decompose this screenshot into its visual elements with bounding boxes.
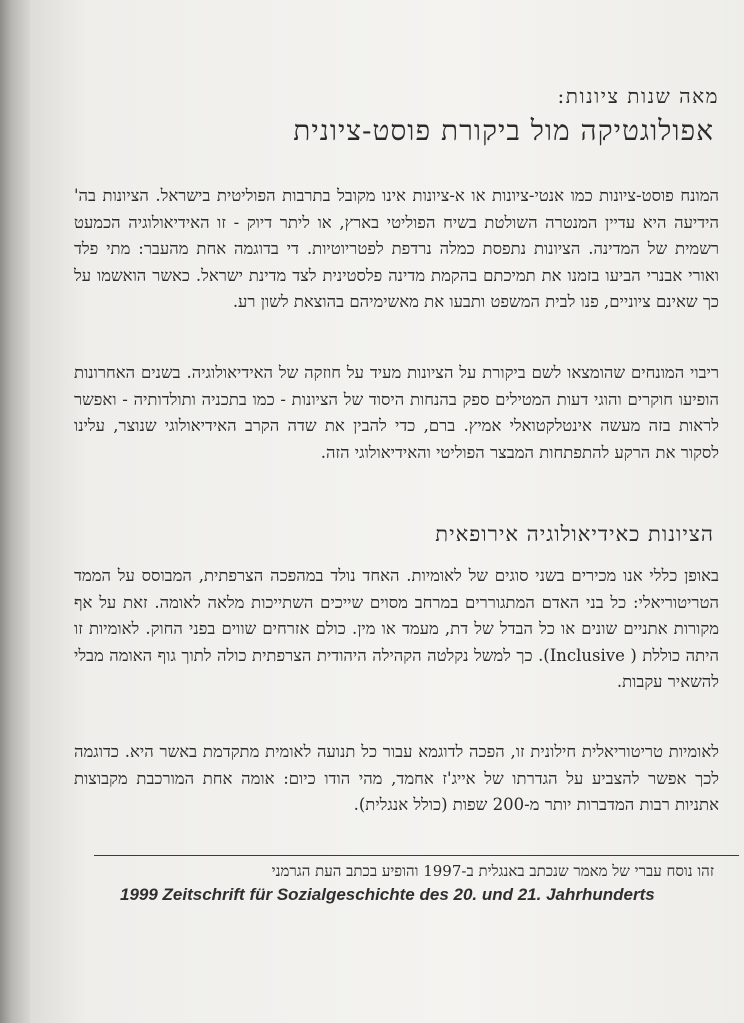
book-page [30, 0, 744, 1023]
series-title: מאה שנות ציונות: [557, 84, 719, 108]
footnote-divider [94, 855, 739, 856]
book-spine-shadow [0, 0, 30, 1023]
footnote-hebrew: זהו נוסח עברי של מאמר שנכתב באנגלית ב-1997 והופיע בכתב העת הגרמני [271, 862, 714, 880]
section-heading: הציונות כאידיאולוגיה אירופאית [435, 522, 714, 546]
chapter-title: אפולוגטיקה מול ביקורת פוסט-ציונית [293, 114, 714, 147]
body-paragraph: לאומיות טריטוריאלית חילונית זו, הפכה לדוגמא עבור כל תנועה לאומית מתקדמת באשר היא. כדוגמה לכך אפשר להצביע על הגדרתו של אייג'ז אחמד, מהי הודו כיום: אומה אחת המורכבת מקבוצות אתניות רבות המדברות יותר מ-200 שפות (כולל אנגלית). [74, 742, 719, 814]
body-paragraph: באופן כללי אנו מכירים בשני סוגים של לאומיות. האחד נולד במהפכה הצרפתית, המבוסס על הממד הטריטוריאלי: כל בני האדם המתגוררים במרחב מסוים שייכים השתייכות מלאה לאומה. זאת על אף מקורות אתניים שונים או כל הבדל של דת, מעמד או מין. כולם אזרחים שווים בפני החוק. לאומיות זו היתה כוללת ( Inclusive). כך למשל נקלטה הקהילה היהודית הצרפתית כולה לתוך גוף האומה מבלי להשאיר עקבות. [74, 566, 719, 691]
body-paragraph: המונח פוסט-ציונות כמו אנטי-ציונות או א-ציונות אינו מקובל בתרבות הפוליטית בישראל. הציונות בה' הידיעה היא עדיין המנטרה השולטת בשיח הפוליטי בארץ, או ליתר דיוק - זו האידיאולוגיה הכמעט רשמית של המדינה. הציונות נתפסת כמלה נרדפת לפטריוטיות. די בדוגמה אחת מהעבר: מתי פלד ואורי אבנרי הביעו בזמנו את תמיכתם בהקמת מדינה פלסטינית לצד מדינת ישראל. כאשר הואשמו על כך שאינם ציוניים, פנו לבית המשפט ותבעו את מאשימיהם בהוצאת לשון רע. [74, 186, 719, 311]
footnote-english: 1999 Zeitschrift für Sozialgeschichte des 20. und 21. Jahrhunderts [120, 885, 655, 904]
body-paragraph: ריבוי המונחים שהומצאו לשם ביקורת על הציונות מעיד על חוזקה של האידיאולוגיה. בשנים האחרונות הופיעו חוקרים והוגי דעות המטילים ספק בהנחות היסוד של הציונות - כמו בתכניה ותולדותיה - ואפשר לראות בזה מעשה אינטלקטואלי אמיץ. ברם, כדי להבין את שדה הקרב האידיאולוגי שנוצר, עלינו לסקור את הרקע להתפתחות המבצר הפוליטי והאידיאולוגי הזה. [74, 363, 719, 462]
